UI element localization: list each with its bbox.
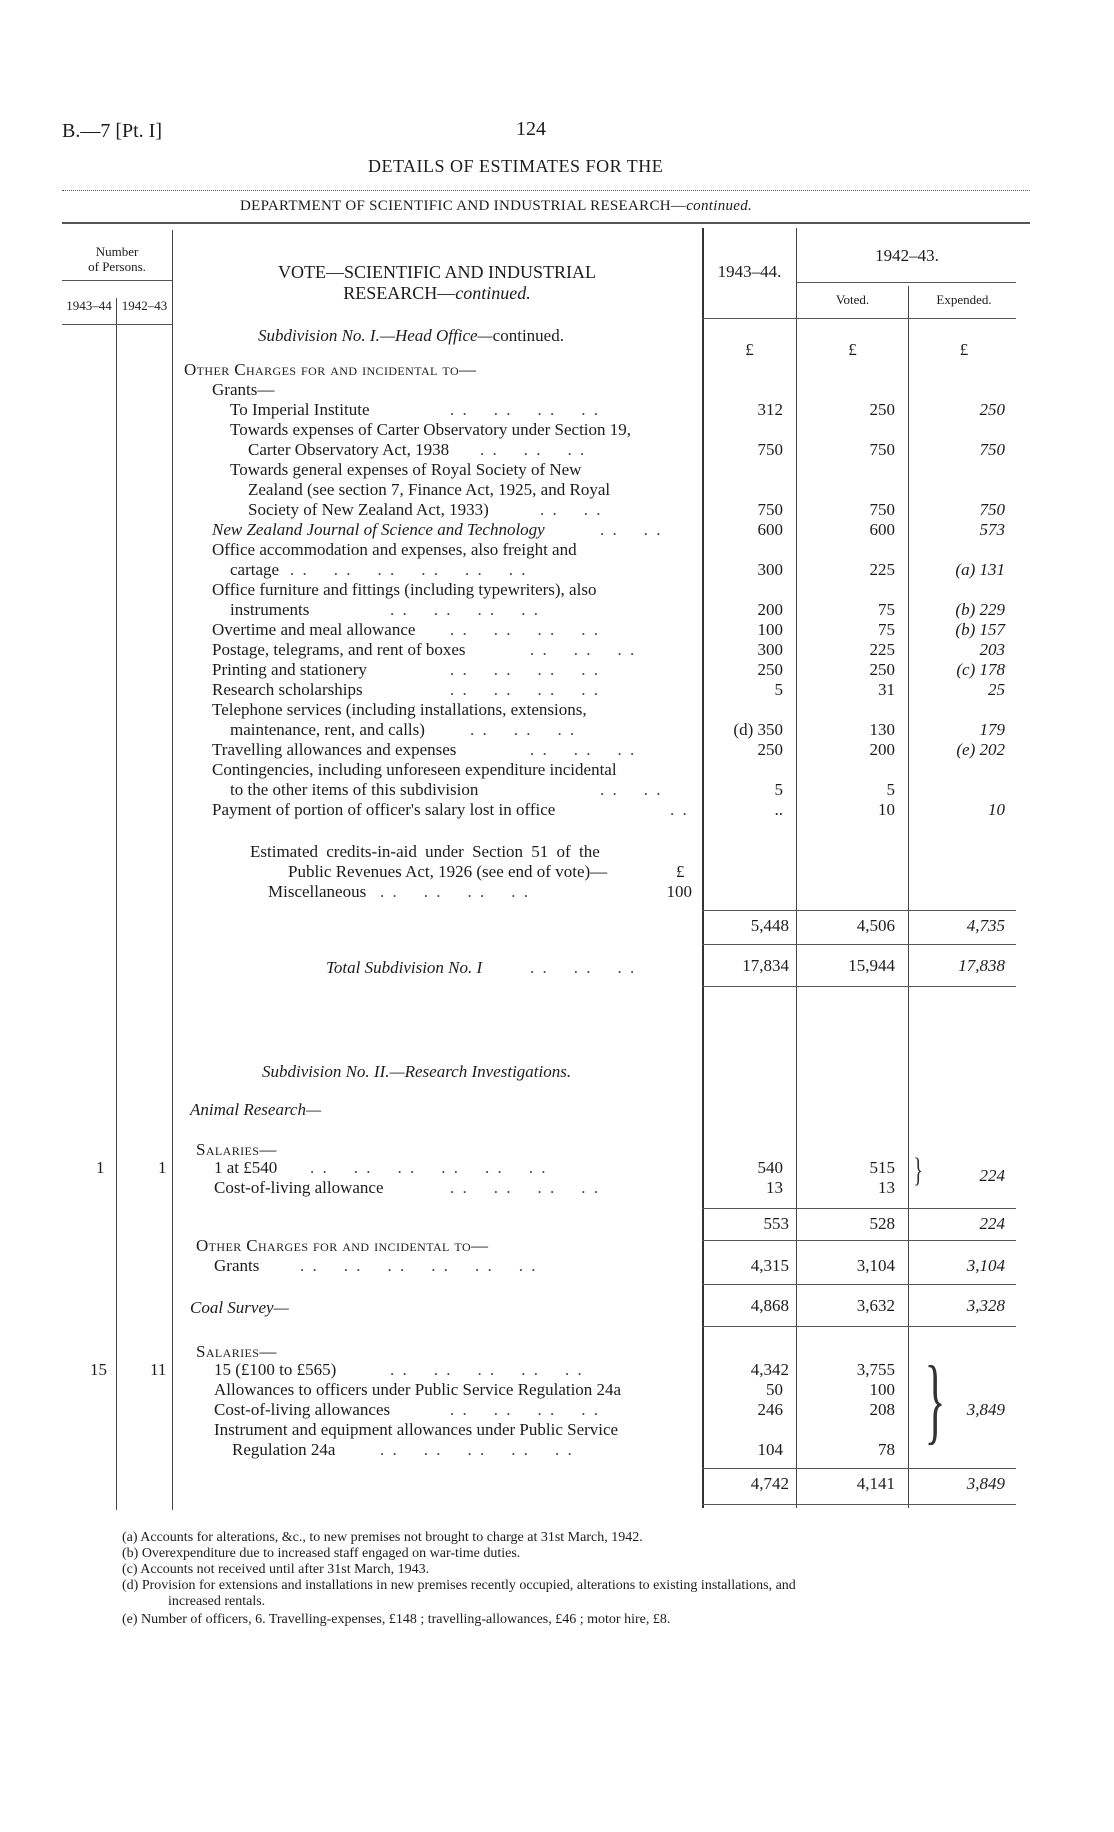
voted-value: 225	[869, 640, 895, 659]
leader-dots: . . . . . . . .	[380, 882, 530, 901]
animal-salaries-heading: Salaries—	[196, 1140, 277, 1159]
vote-title-line1: VOTE—SCIENTIFIC AND INDUSTRIAL	[278, 262, 596, 282]
line-contingencies-2: to the other items of this subdivision	[230, 780, 479, 799]
table-top-rule	[62, 222, 1030, 224]
footnote-e: (e) Number of officers, 6. Travelling-expenses, £148 ; travelling-allowances, £46 ; motor hire, £8.	[122, 1612, 671, 1627]
grants-line: Grants	[214, 1256, 260, 1275]
estimate-value: 300	[757, 560, 783, 579]
grants-estimate: 4,315	[750, 1256, 789, 1275]
department-continued: continued.	[686, 198, 753, 214]
right-brace: }	[924, 1346, 946, 1453]
voted-value: 250	[869, 400, 895, 419]
credits-pound-sign: £	[676, 862, 685, 881]
voted-value: 200	[869, 740, 895, 759]
line-royal-3: Society of New Zealand Act, 1933)	[248, 500, 489, 519]
footnote-d-continued: increased rentals.	[168, 1594, 266, 1609]
estimate-value: 5	[774, 680, 783, 699]
line-overtime: Overtime and meal allowance	[212, 620, 416, 639]
expended-value: 750	[979, 500, 1005, 519]
line-telephone-2: maintenance, rent, and calls)	[230, 720, 425, 739]
subtotal-bottom-rule	[702, 944, 1016, 945]
subdivision-1-continued: continued.	[492, 326, 564, 345]
persons-1943-animal: 1	[96, 1158, 105, 1177]
grants-heading: Grants—	[212, 380, 275, 399]
expended-value: 250	[979, 400, 1005, 419]
footnote-d: (d) Provision for extensions and installations in new premises recently occupied, alterations to existing installations, and	[122, 1578, 796, 1593]
voted-value: 515	[869, 1158, 895, 1177]
expended-value: 3,849	[966, 1400, 1005, 1419]
animal-subtotal-top-rule	[702, 1208, 1016, 1209]
line-cost-of-living-allowances: Cost-of-living allowances	[214, 1400, 391, 1419]
leader-dots: . . . . . . . . . .	[380, 1440, 574, 1459]
line-journal: New Zealand Journal of Science and Technology	[212, 520, 545, 539]
amount-header-bottom-rule	[702, 318, 1016, 319]
footnote-a: (a) Accounts for alterations, &c., to new premises not brought to charge at 31st March, 1942.	[122, 1530, 643, 1545]
subtotal-top-rule	[702, 910, 1016, 911]
expended-value: (a) 131	[955, 560, 1005, 579]
grants-expended: 3,104	[966, 1256, 1005, 1275]
line-postage: Postage, telegrams, and rent of boxes	[212, 640, 466, 659]
miscellaneous-value: 100	[666, 882, 692, 901]
voted-value: 5	[886, 780, 895, 799]
prev-year-split-rule	[796, 282, 1016, 283]
voted-value: 78	[878, 1440, 895, 1459]
estimate-value: 312	[757, 400, 783, 419]
grants-voted: 3,104	[856, 1256, 895, 1275]
line-office-2: cartage	[230, 560, 280, 579]
estimate-value: 104	[757, 1440, 783, 1459]
other-charges-heading: Other Charges for and incidental to—	[184, 360, 477, 379]
leader-dots: . . . . . .	[530, 640, 637, 659]
line-cost-of-living-allowance: Cost-of-living allowance	[214, 1178, 384, 1197]
line-carter-2: Carter Observatory Act, 1938	[248, 440, 450, 459]
coal-subtotal-estimate: 4,742	[750, 1474, 789, 1493]
estimate-value: 4,342	[750, 1360, 789, 1379]
subdivision-1-title: Subdivision No. I.—Head Office—	[258, 326, 493, 345]
voted-value: 600	[869, 520, 895, 539]
coal-subtotal-expended: 3,849	[966, 1474, 1005, 1493]
animal-subtotal-estimate: 553	[763, 1214, 789, 1233]
header-rule	[62, 190, 1030, 191]
subdivision-1-heading	[258, 326, 564, 346]
leader-dots: . . . . . .	[530, 740, 637, 759]
leader-dots: . . . . . . . .	[450, 680, 600, 699]
leader-dots: . . . . . .	[470, 720, 577, 739]
line-furniture-1: Office furniture and fittings (including typewriters), also	[212, 580, 597, 599]
persons-year-1943: 1943–44	[66, 298, 112, 313]
estimate-value: 5	[774, 780, 783, 799]
estimate-value: 13	[766, 1178, 783, 1197]
persons-header-rule	[62, 280, 172, 281]
estimate-value: 250	[757, 740, 783, 759]
leader-dots: . . . . . . . .	[450, 1178, 600, 1197]
voted-column-rule	[796, 228, 797, 1508]
leader-dots: . . . . . .	[480, 440, 587, 459]
leader-dots: . . . . . . . .	[450, 620, 600, 639]
line-payment: Payment of portion of officer's salary lost in office	[212, 800, 556, 819]
line-scholarships: Research scholarships	[212, 680, 363, 699]
credits-line-1: Estimated credits-in-aid under Section 51 of the	[250, 842, 600, 861]
leader-dots: . . . . . . . .	[390, 600, 540, 619]
estimate-value: 250	[757, 660, 783, 679]
persons-header-bottom-rule	[62, 324, 172, 325]
voted-header: Voted.	[835, 292, 870, 307]
persons-year-1942: 1942–43	[121, 298, 168, 313]
persons-1943-coal: 15	[90, 1360, 107, 1379]
leader-dots: . . . . . . . . . . . .	[300, 1256, 538, 1275]
department-heading	[240, 198, 752, 215]
voted-value: 750	[869, 440, 895, 459]
expended-value: 224	[979, 1166, 1005, 1185]
coal-total-expended: 3,328	[966, 1296, 1005, 1315]
line-imperial: To Imperial Institute	[230, 400, 370, 419]
coal-salaries-heading: Salaries—	[196, 1342, 277, 1361]
line-royal-2: Zealand (see section 7, Finance Act, 1925, and Royal	[248, 480, 611, 499]
vote-title-continued: continued.	[455, 283, 531, 303]
voted-value: 75	[878, 600, 895, 619]
footnote-b: (b) Overexpenditure due to increased staff engaged on war-time duties.	[122, 1546, 521, 1561]
subtotal-voted: 4,506	[856, 916, 895, 935]
animal-research-heading: Animal Research—	[190, 1100, 322, 1119]
estimate-value: 540	[757, 1158, 783, 1177]
total-subdivision-1-label: Total Subdivision No. I	[326, 958, 483, 977]
vote-title-research: RESEARCH—	[343, 283, 456, 303]
voted-value: 250	[869, 660, 895, 679]
voted-value: 100	[869, 1380, 895, 1399]
line-instrument-1: Instrument and equipment allowances under Public Service	[214, 1420, 619, 1439]
coal-subtotal-top-rule	[702, 1468, 1016, 1469]
estimate-value: 750	[757, 440, 783, 459]
voted-value: 13	[878, 1178, 895, 1197]
expended-value: 10	[988, 800, 1005, 819]
expended-value: 179	[979, 720, 1005, 739]
coal-subtotal-bottom-rule	[702, 1504, 1016, 1505]
estimate-value: 100	[757, 620, 783, 639]
persons-1942-coal: 11	[150, 1360, 167, 1379]
voted-pound-sign: £	[848, 340, 857, 359]
expended-column-rule	[908, 286, 909, 1508]
persons-split-rule	[116, 298, 117, 1510]
estimate-value: 750	[757, 500, 783, 519]
voted-value: 750	[869, 500, 895, 519]
voted-value: 3,755	[856, 1360, 895, 1379]
animal-subtotal-expended: 224	[979, 1214, 1005, 1233]
other-charges-heading-2: Other Charges for and incidental to—	[196, 1236, 489, 1255]
expended-value: 25	[988, 680, 1005, 699]
grants-bottom-rule	[702, 1284, 1016, 1285]
expended-value: 750	[979, 440, 1005, 459]
estimate-value: 600	[757, 520, 783, 539]
leader-dots: . . . .	[540, 500, 603, 519]
persons-header-line2: of Persons.	[88, 259, 146, 274]
leader-dots: . . . .	[600, 520, 663, 539]
line-salary-range: 15 (£100 to £565)	[214, 1360, 337, 1379]
estimate-value: 300	[757, 640, 783, 659]
footnote-c: (c) Accounts not received until after 31st March, 1943.	[122, 1562, 430, 1577]
voted-value: 75	[878, 620, 895, 639]
leader-dots: . . . . . . . . . .	[390, 1360, 584, 1379]
total-subdivision-1-voted: 15,944	[848, 956, 895, 975]
line-contingencies-1: Contingencies, including unforeseen expenditure incidental	[212, 760, 617, 779]
expended-value: (b) 229	[955, 600, 1005, 619]
estimate-pound-sign: £	[745, 340, 754, 359]
estimate-value: ..	[774, 800, 783, 819]
estimate-year-header: 1943–44.	[717, 262, 782, 281]
line-travelling: Travelling allowances and expenses	[212, 740, 457, 759]
animal-subtotal-bottom-rule	[702, 1240, 1016, 1241]
leader-dots: . . . .	[600, 780, 663, 799]
estimate-value: 246	[757, 1400, 783, 1419]
line-carter-1: Towards expenses of Carter Observatory under Section 19,	[230, 420, 632, 439]
total-bottom-rule	[702, 986, 1016, 987]
line-furniture-2: instruments	[230, 600, 310, 619]
leader-dots: . . . . . . . .	[450, 400, 600, 419]
persons-header-line1: Number	[95, 244, 139, 259]
estimate-value: 50	[766, 1380, 783, 1399]
line-allowances-to-officers: Allowances to officers under Public Service Regulation 24a	[214, 1380, 622, 1399]
line-1-at-540: 1 at £540	[214, 1158, 278, 1177]
line-telephone-1: Telephone services (including installations, extensions,	[212, 700, 587, 719]
estimate-value: 200	[757, 600, 783, 619]
coal-total-bottom-rule	[702, 1326, 1016, 1327]
total-subdivision-1-expended: 17,838	[958, 956, 1005, 975]
voted-value: 10	[878, 800, 895, 819]
estimate-column-rule	[702, 228, 704, 1508]
line-printing: Printing and stationery	[212, 660, 367, 679]
coal-total-voted: 3,632	[856, 1296, 895, 1315]
leader-dots: . . . . . . . .	[450, 660, 600, 679]
estimate-value: (d) 350	[733, 720, 783, 739]
persons-column-rule	[172, 230, 173, 1510]
voted-value: 130	[869, 720, 895, 739]
subdivision-2-heading: Subdivision No. II.—Research Investigations.	[262, 1062, 572, 1081]
page-number: 124	[516, 118, 546, 140]
voted-value: 208	[869, 1400, 895, 1419]
leader-dots: . . . . . . . . . . . .	[310, 1158, 548, 1177]
expended-value: 573	[979, 520, 1005, 539]
subtotal-expended: 4,735	[966, 916, 1005, 935]
department-name: DEPARTMENT OF SCIENTIFIC AND INDUSTRIAL RESEARCH—	[240, 198, 687, 214]
expended-value: (b) 157	[955, 620, 1005, 639]
page-title: DETAILS OF ESTIMATES FOR THE	[368, 156, 664, 176]
coal-subtotal-voted: 4,141	[856, 1474, 895, 1493]
voted-value: 31	[878, 680, 895, 699]
credits-line-2: Public Revenues Act, 1926 (see end of vote)—	[288, 862, 608, 881]
line-office-1: Office accommodation and expenses, also freight and	[212, 540, 577, 559]
coal-survey-heading: Coal Survey—	[190, 1298, 289, 1317]
total-subdivision-1-estimate: 17,834	[742, 956, 789, 975]
expended-pound-sign: £	[959, 340, 969, 359]
right-brace: }	[913, 1152, 924, 1189]
coal-total-estimate: 4,868	[750, 1296, 789, 1315]
leader-dots: . . . . . . . .	[450, 1400, 600, 1419]
leader-dots: . .	[670, 800, 689, 819]
document-reference: B.—7 [Pt. I]	[62, 120, 162, 142]
expended-value: (c) 178	[956, 660, 1005, 679]
persons-1942-animal: 1	[158, 1158, 167, 1177]
leader-dots: . . . . . .	[530, 958, 637, 977]
line-instrument-2: Regulation 24a	[232, 1440, 336, 1459]
animal-subtotal-voted: 528	[869, 1214, 895, 1233]
expended-value: 203	[979, 640, 1005, 659]
miscellaneous-label: Miscellaneous	[268, 882, 367, 901]
leader-dots: . . . . . . . . . . . .	[290, 560, 528, 579]
prev-year-header: 1942–43.	[875, 246, 939, 265]
vote-title-line2	[182, 283, 692, 303]
line-royal-1: Towards general expenses of Royal Society of New	[230, 460, 582, 479]
subtotal-estimate: 5,448	[750, 916, 789, 935]
voted-value: 225	[869, 560, 895, 579]
expended-header: Expended.	[936, 292, 992, 307]
expended-value: (e) 202	[956, 740, 1005, 759]
